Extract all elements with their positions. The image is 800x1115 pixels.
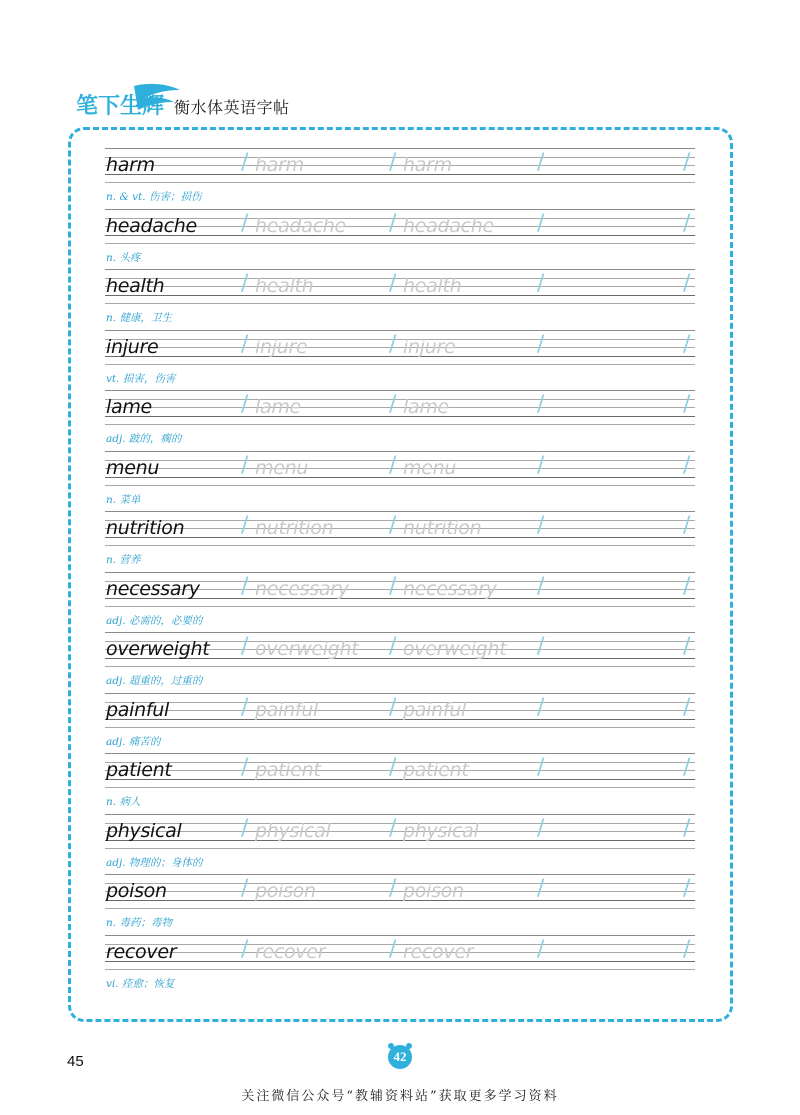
trace-word-text: physical (403, 819, 479, 842)
trace-word-text: health (255, 275, 314, 297)
brand-wing-icon (72, 80, 182, 122)
trace-word-text: health (403, 275, 462, 297)
guide-line (105, 753, 695, 754)
entry-word: poison (106, 880, 167, 902)
trace-word (241, 271, 314, 298)
brand-logo (72, 80, 182, 122)
slash-mark: / (683, 271, 691, 296)
slash-mark: / (683, 452, 691, 478)
practice-entry (105, 390, 695, 451)
guide-line (105, 182, 695, 183)
guide-line (105, 874, 695, 875)
slash-mark: / (389, 392, 397, 417)
guide-line (105, 511, 695, 512)
trace-word-text: painful (403, 698, 466, 721)
slash-mark: / (389, 815, 397, 841)
slash-mark: / (389, 634, 397, 659)
brand-logo-text: 笔下生辉 (76, 93, 165, 119)
slash-mark: / (241, 210, 249, 236)
guide-line (105, 727, 695, 728)
guide-line (105, 969, 695, 970)
slash-mark: / (537, 331, 545, 357)
entry-meaning: vi. 痊愈；恢复 (106, 977, 175, 990)
guide-line (105, 632, 695, 633)
trace-word (241, 150, 304, 177)
slash-mark: / (683, 150, 691, 175)
trace-word-text: poison (403, 880, 464, 902)
entry-meaning: n. 毒药；毒物 (106, 917, 172, 929)
guide-line (105, 908, 695, 909)
slash-mark: / (537, 694, 545, 720)
entry-meaning: adj. 超重的，过重的 (106, 675, 203, 687)
trace-word-text: menu (403, 456, 457, 479)
guide-line (105, 485, 695, 486)
guide-line (105, 545, 695, 546)
trace-word-text: necessary (255, 577, 349, 600)
slash-mark: / (389, 452, 397, 478)
trace-word (241, 392, 301, 419)
trace-word-text: injure (255, 335, 308, 358)
guide-line (105, 303, 695, 304)
entry-meaning: vt. 损害，伤害 (106, 372, 176, 385)
slash-mark: / (537, 150, 545, 175)
slash-mark: / (537, 271, 545, 296)
practice-entry (105, 753, 695, 814)
slash-mark: / (389, 271, 397, 296)
slash-mark: / (683, 513, 691, 538)
entry-word: headache (106, 214, 197, 237)
practice-entry (105, 874, 695, 935)
slash-mark: / (537, 815, 545, 841)
entry-word: harm (106, 154, 155, 176)
slash-mark: / (241, 936, 249, 962)
entry-word: overweight (106, 638, 210, 660)
entry-word: patient (106, 759, 172, 781)
trace-word (241, 573, 349, 601)
entry-meaning: n. 病人 (106, 796, 141, 808)
trace-word (389, 271, 462, 298)
entry-word: nutrition (106, 517, 185, 539)
practice-entry (105, 693, 695, 754)
trace-word-text: painful (255, 698, 318, 721)
trace-word-text: lame (403, 396, 449, 418)
trace-word-text: harm (255, 154, 304, 176)
entry-meaning: n. 菜单 (106, 493, 141, 506)
slash-mark: / (241, 694, 249, 720)
guide-line (105, 243, 695, 244)
slash-mark: / (241, 452, 249, 478)
slash-mark: / (537, 755, 545, 780)
slash-mark: / (241, 331, 249, 357)
slash-mark: / (389, 755, 397, 780)
slash-mark: / (537, 513, 545, 538)
guide-line (105, 935, 695, 936)
slash-mark: / (241, 815, 249, 841)
trace-word-text: overweight (255, 638, 359, 660)
trace-word (241, 331, 308, 359)
trace-word (241, 694, 318, 722)
slash-mark: / (683, 210, 691, 236)
entry-word: lame (106, 396, 152, 418)
trace-word (389, 634, 507, 661)
slash-mark: / (537, 634, 545, 659)
slash-mark: / (389, 210, 397, 236)
footer-note: 关注微信公众号“教辅资料站”获取更多学习资料 (241, 1089, 559, 1104)
entry-meaning: adj. 痛苦的 (106, 735, 161, 748)
slash-mark: / (683, 876, 691, 901)
guide-line (105, 451, 695, 452)
guide-line (105, 693, 695, 694)
slash-mark: / (241, 271, 249, 296)
entry-meaning: n. & vt. 伤害；损伤 (106, 191, 202, 203)
entry-meaning: adj. 必需的，必要的 (106, 614, 203, 627)
guide-line (105, 364, 695, 365)
practice-entry (105, 935, 695, 996)
trace-word-text: injure (403, 335, 456, 358)
guide-line (105, 787, 695, 788)
slash-mark: / (537, 452, 545, 478)
slash-mark: / (241, 876, 249, 901)
trace-word-text: nutrition (255, 517, 334, 539)
slash-mark: / (241, 150, 249, 175)
trace-word (389, 815, 479, 843)
trace-word-text: harm (403, 154, 452, 176)
trace-word-text: patient (403, 759, 469, 781)
entry-meaning: n. 健康，卫生 (106, 312, 172, 324)
practice-entry (105, 572, 695, 633)
trace-word-text: headache (255, 214, 346, 237)
slash-mark: / (683, 815, 691, 841)
page-badge-number: 42 (393, 1049, 407, 1064)
trace-word-text: menu (255, 456, 309, 479)
guide-line (105, 848, 695, 849)
practice-entry (105, 209, 695, 270)
trace-word-text: nutrition (403, 517, 482, 539)
entry-word: necessary (106, 577, 200, 600)
guide-line (105, 572, 695, 573)
entry-word: injure (106, 335, 159, 358)
slash-mark: / (389, 150, 397, 175)
trace-word-text: recover (255, 940, 326, 963)
guide-line (105, 390, 695, 391)
trace-word (389, 573, 497, 601)
guide-line (105, 666, 695, 667)
entry-meaning: adj. 物理的；身体的 (106, 856, 203, 869)
slash-mark: / (537, 210, 545, 236)
slash-mark: / (683, 573, 691, 599)
slash-mark: / (241, 573, 249, 599)
trace-word-text: overweight (403, 638, 507, 660)
trace-word (241, 634, 359, 661)
slash-mark: / (537, 876, 545, 901)
slash-mark: / (241, 513, 249, 538)
slash-mark: / (389, 694, 397, 720)
slash-mark: / (241, 392, 249, 417)
practice-entry (105, 632, 695, 693)
practice-entry (105, 148, 695, 209)
trace-word-text: poison (255, 880, 316, 902)
slash-mark: / (389, 513, 397, 538)
trace-word-text: patient (255, 759, 321, 781)
guide-line (105, 330, 695, 331)
trace-word (389, 755, 469, 782)
slash-mark: / (537, 392, 545, 417)
slash-mark: / (683, 694, 691, 720)
slash-mark: / (241, 755, 249, 780)
slash-mark: / (241, 634, 249, 659)
entry-meaning: n. 头疼 (106, 251, 141, 264)
practice-entry (105, 330, 695, 391)
slash-mark: / (389, 573, 397, 599)
brand-subtitle: 衡水体英语字帖 (174, 98, 290, 117)
practice-list (105, 148, 695, 995)
slash-mark: / (537, 936, 545, 962)
slash-mark: / (537, 573, 545, 599)
slash-mark: / (683, 634, 691, 659)
entry-meaning: adj. 跛的，瘸的 (106, 433, 182, 445)
entry-word: health (106, 275, 165, 297)
guide-line (105, 606, 695, 607)
trace-word (241, 936, 326, 964)
trace-word (389, 694, 466, 722)
practice-entry (105, 511, 695, 572)
slash-mark: / (683, 392, 691, 417)
trace-word (389, 150, 452, 177)
trace-word (241, 755, 321, 782)
trace-word-text: physical (255, 819, 331, 842)
trace-word (241, 876, 316, 903)
practice-entry (105, 814, 695, 875)
entry-meaning: n. 营养 (106, 554, 141, 566)
trace-word (389, 210, 494, 238)
practice-entry (105, 451, 695, 512)
guide-line (105, 148, 695, 149)
guide-line (105, 814, 695, 815)
trace-word (241, 815, 331, 843)
slash-mark: / (683, 936, 691, 962)
trace-word (389, 876, 464, 903)
trace-word-text: lame (255, 396, 301, 418)
slash-mark: / (389, 936, 397, 962)
trace-word (389, 936, 474, 964)
entry-word: physical (106, 819, 182, 842)
entry-word: menu (106, 456, 160, 479)
trace-word (241, 513, 334, 540)
trace-word (241, 210, 346, 238)
slash-mark: / (683, 755, 691, 780)
guide-line (105, 209, 695, 210)
trace-word-text: headache (403, 214, 494, 237)
page-number: 45 (67, 1053, 84, 1070)
entry-word: recover (106, 940, 177, 963)
trace-word (241, 452, 309, 480)
guide-line (105, 269, 695, 270)
trace-word (389, 452, 457, 480)
trace-word (389, 392, 449, 419)
slash-mark: / (389, 876, 397, 901)
slash-mark: / (683, 331, 691, 357)
trace-word-text: necessary (403, 577, 497, 600)
entry-word: painful (106, 698, 169, 721)
trace-word (389, 513, 482, 540)
guide-line (105, 424, 695, 425)
slash-mark: / (389, 331, 397, 357)
trace-word (389, 331, 456, 359)
practice-entry (105, 269, 695, 330)
trace-word-text: recover (403, 940, 474, 963)
